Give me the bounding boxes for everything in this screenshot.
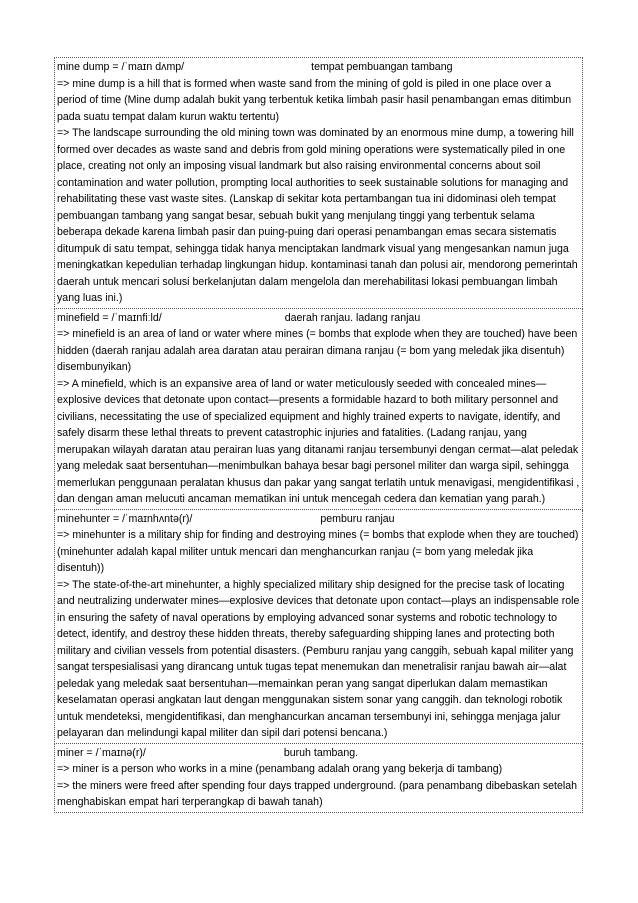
entry-term: minefield = /ˈmaɪnfiːld/: [57, 311, 162, 324]
entry-header: [57, 511, 580, 528]
entry-example: => The landscape surrounding the old mining town was dominated by an enormous mine dump, a towering hill formed over decades as waste sand and debris from gold mining operations were systematically piled in one place, creating not only an imposing visual landmark but also raising environmental concerns about soil contamination and water pollution, prompting local authorities to seek sustainable solutions for managing and rehabilitating these vast waste sites. (Lanskap di sekitar kota pertambangan tua ini didominasi oleh tempat pembuangan tambang yang sangat besar, sebuah bukit yang menjulang tinggi yang terbentuk selama beberapa dekade karena limbah pasir dan puing-puing dari operasi penambangan emas secara sistematis ditumpuk di satu tempat, sehingga tidak hanya menciptakan landmark visual yang mengesankan namun juga meningkatkan kepedulian terhadap lingkungan hidup. kontaminasi tanah dan polusi air, mendorong pemerintah daerah untuk mencari solusi berkelanjutan dalam mengelola dan merehabilitasi lokasi pembuangan limbah yang luas ini.): [57, 127, 578, 304]
entry-definition: => minehunter is a military ship for finding and destroying mines (= bombs that explode when they are touched) (minehunter adalah kapal militer untuk mencari dan menghancurkan ranjau (= bom yang meledak jika disentuh)): [57, 529, 579, 574]
entry-term: mine dump = /ˈmaɪn dʌmp/: [57, 61, 185, 73]
entry-header: [57, 310, 580, 327]
entry-term: minehunter = /ˈmaɪnhʌntə(r)/: [57, 512, 193, 525]
entry-miner: [54, 744, 583, 813]
entry-definition: => minefield is an area of land or water where mines (= bombs that explode when they are touched) have been hidden (daerah ranjau adalah area daratan atau perairan dimana ranjau (= bom yang meledak jika disentuh) disembunyikan): [57, 328, 578, 373]
entry-header: [57, 745, 580, 762]
entry-example: => The state-of-the-art minehunter, a highly specialized military ship designed for the precise task of locating and neutralizing underwater mines—explosive devices that detonate upon contact—plays an indispensable role in ensuring the safety of naval operations by employing advanced sonar systems and robotic technology to detect, identify, and destroy these hidden threats, thereby safeguarding shipping lanes and protecting both military and civilian vessels from potential disasters. (Pemburu ranjau yang canggih, sebuah kapal militer yang sangat terspesialisasi yang dirancang untuk tugas tepat menemukan dan menetralisir ranjau bawah air—alat peledak yang meledak saat bersentuhan—memainkan peran yang sangat diperlukan dalam memastikan keselamatan operasi angkatan laut dengan menggunakan sistem sonar yang canggih. dan teknologi robotik untuk mendeteksi, mengidentifikasi, dan menghancurkan ancaman tersembunyi ini, sehingga menjaga jalur pelayaran dan melindungi kapal militer dan sipil dari potensi bencana.): [57, 578, 580, 739]
entry-definition: => miner is a person who works in a mine (penambang adalah orang yang bekerja di tambang): [57, 763, 503, 775]
entry-translation: pemburu ranjau: [320, 512, 395, 525]
entry-header: [57, 59, 580, 76]
entry-term: miner = /ˈmaɪnə(r)/: [57, 746, 146, 759]
vocabulary-document: [54, 57, 583, 813]
entry-minefield: [54, 309, 583, 510]
entry-mine-dump: [54, 57, 583, 309]
entry-example: => A minefield, which is an expansive area of land or water meticulously seeded with concealed mines—explosive devices that detonate upon contact—presents a formidable hazard to both military personnel and civilians, necessitating the use of specialized equipment and highly trained experts to navigate, identify, and safely disarm these lethal threats to prevent catastrophic injuries and fatalities. (Ladang ranjau, yang merupakan wilayah daratan atau perairan luas yang ditanami ranjau tersembunyi dengan cermat—alat peledak yang meledak saat bersentuhan—menimbulkan bahaya besar bagi personel militer dan warga sipil, sehingga memerlukan penggunaan peralatan khusus dan pakar yang sangat terlatih untuk menavigasi, mengidentifikasi , dan dengan aman melucuti ancaman mematikan ini untuk mencegah cedera dan kematian yang parah.): [57, 377, 580, 505]
entry-minehunter: [54, 510, 583, 744]
entry-translation: tempat pembuangan tambang: [311, 61, 453, 73]
entry-example: => the miners were freed after spending four days trapped underground. (para penambang dibebaskan setelah menghabiskan empat hari terperangkap di bawah tanah): [57, 779, 578, 808]
entry-translation: daerah ranjau. ladang ranjau: [284, 311, 421, 324]
entry-translation: buruh tambang.: [283, 746, 359, 759]
entry-definition: => mine dump is a hill that is formed when waste sand from the mining of gold is piled in one place over a period of time (Mine dump adalah bukit yang terbentuk ketika limbah pasir hasil penambangan emas ditimbun pada suatu tempat dalam kurun waktu tertentu): [57, 77, 572, 123]
